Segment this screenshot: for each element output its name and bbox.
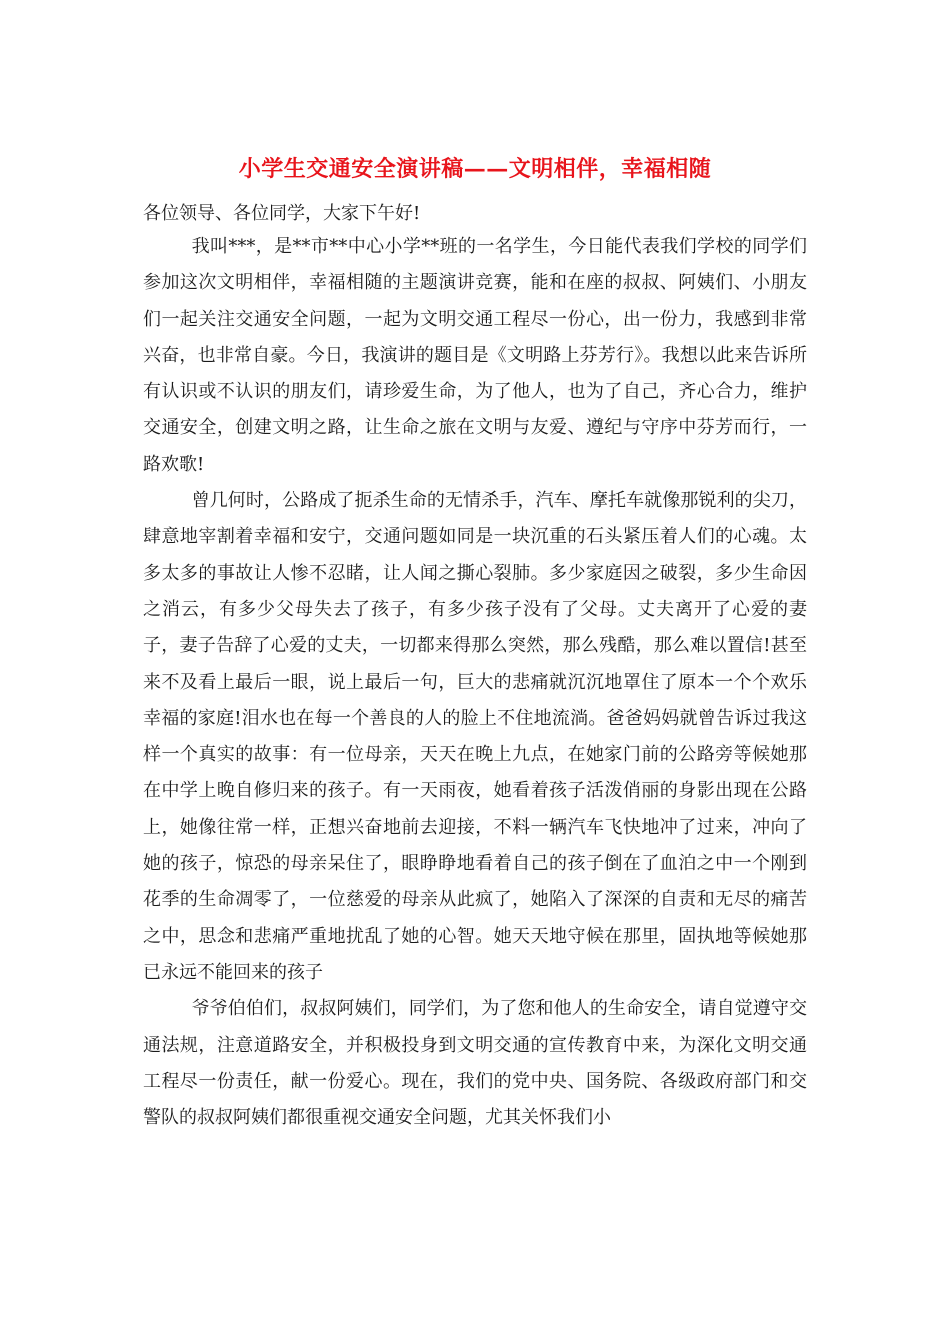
paragraph-intro: 我叫***，是**市**中心小学**班的一名学生，今日能代表我们学校的同学们参加这次文明相伴，幸福相随的主题演讲竞赛，能和在座的叔叔、阿姨们、小朋友们一起关注交通安全问题，一起为文明交通工程尽一份心，出一份力，我感到非常兴奋，也非常自豪。今日，我演讲的题目是《文明路上芬芳行》。我想以此来告诉所有认识或不认识的朋友们，请珍爱生命，为了他人，也为了自己，齐心合力，维护交通安全，创建文明之路，让生命之旅在文明与友爱、遵纪与守序中芬芳而行，一路欢歌! [143, 236, 807, 475]
document-title: 小学生交通安全演讲稿——文明相伴，幸福相随 [238, 156, 712, 182]
paragraph-story: 曾几何时，公路成了扼杀生命的无情杀手，汽车、摩托车就像那锐利的尖刀，肆意地宰割着幸福和安宁，交通问题如同是一块沉重的石头紧压着人们的心魂。太多太多的事故让人惨不忍睹，让人闻之撕心裂肺。多少家庭因之破裂，多少生命因之消云，有多少父母失去了孩子，有多少孩子没有了父母。丈夫离开了心爱的妻子，妻子告辞了心爱的丈夫，一切都来得那么突然，那么残酷，那么难以置信!甚至来不及看上最后一眼，说上最后一句，巨大的悲痛就沉沉地罩住了原本一个个欢乐幸福的家庭!泪水也在每一个善良的人的脸上不住地流淌。爸爸妈妈就曾告诉过我这样一个真实的故事：有一位母亲，天天在晚上九点，在她家门前的公路旁等候她那在中学上晚自修归来的孩子。有一天雨夜，她看着孩子活泼俏丽的身影出现在公路上，她像往常一样，正想兴奋地前去迎接，不料一辆汽车飞快地冲了过来，冲向了她的孩子，惊恐的母亲呆住了，眼睁睁地看着自己的孩子倒在了血泊之中一个刚到花季的生命凋零了，一位慈爱的母亲从此疯了，她陷入了深深的自责和无尽的痛苦之中，思念和悲痛严重地扰乱了她的心智。她天天地守候在那里，固执地等候她那已永远不能回来的孩子 [143, 490, 807, 983]
paragraph-appeal: 爷爷伯伯们，叔叔阿姨们，同学们，为了您和他人的生命安全，请自觉遵守交通法规，注意道路安全，并积极投身到文明交通的宣传教育中来，为深化文明交通工程尽一份责任，献一份爱心。现在，我们的党中央、国务院、各级政府部门和交警队的叔叔阿姨们都很重视交通安全问题，尤其关怀我们小 [143, 998, 807, 1129]
document-body [143, 229, 807, 1136]
greeting-line: 各位领导、各位同学，大家下午好! [143, 203, 421, 224]
